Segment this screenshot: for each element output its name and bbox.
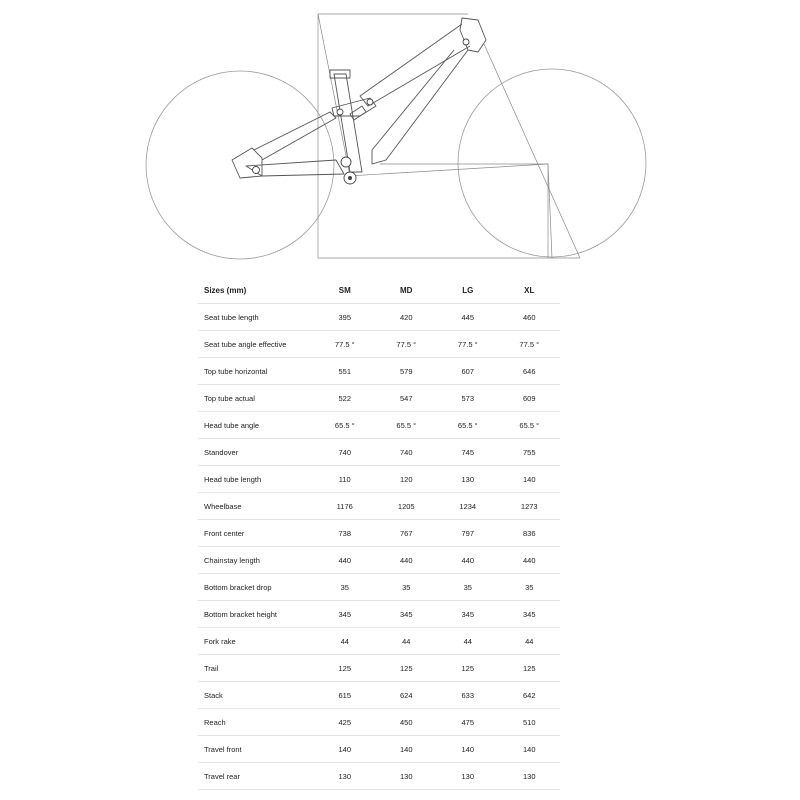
table-row: [198, 520, 560, 547]
row-value: 77.5 °: [437, 331, 499, 358]
row-value: 125: [437, 655, 499, 682]
row-value: 140: [376, 736, 438, 763]
row-value: 125: [314, 655, 376, 682]
row-label: Top tube horizontal: [198, 358, 314, 385]
row-value: 125: [499, 655, 561, 682]
row-value: 420: [376, 304, 438, 331]
row-label: Fork rake: [198, 628, 314, 655]
row-value: 445: [437, 304, 499, 331]
row-label: Reach: [198, 709, 314, 736]
row-value: 345: [314, 601, 376, 628]
row-value: 44: [376, 628, 438, 655]
row-label: Trail: [198, 655, 314, 682]
row-value: 573: [437, 385, 499, 412]
header-size-md: MD: [376, 277, 438, 304]
row-value: 440: [376, 547, 438, 574]
row-value: 140: [437, 736, 499, 763]
row-value: 642: [499, 682, 561, 709]
bottom-bracket: [348, 176, 352, 180]
row-label: Head tube length: [198, 466, 314, 493]
row-value: 44: [437, 628, 499, 655]
table-row: [198, 601, 560, 628]
table-row: [198, 358, 560, 385]
row-label: Travel front: [198, 736, 314, 763]
row-value: 440: [499, 547, 561, 574]
row-value: 579: [376, 358, 438, 385]
table-row: [198, 682, 560, 709]
row-label: Travel rear: [198, 763, 314, 790]
row-value: 767: [376, 520, 438, 547]
row-value: 35: [314, 574, 376, 601]
row-value: 35: [437, 574, 499, 601]
row-value: 551: [314, 358, 376, 385]
row-value: 740: [314, 439, 376, 466]
row-value: 425: [314, 709, 376, 736]
table-row: [198, 466, 560, 493]
row-value: 615: [314, 682, 376, 709]
row-value: 130: [376, 763, 438, 790]
row-value: 633: [437, 682, 499, 709]
row-value: 440: [314, 547, 376, 574]
row-label: Standover: [198, 439, 314, 466]
row-value: 35: [499, 574, 561, 601]
row-value: 755: [499, 439, 561, 466]
table-row: [198, 628, 560, 655]
bike-frame-geometry-diagram: [0, 0, 800, 265]
row-value: 510: [499, 709, 561, 736]
row-value: 77.5 °: [376, 331, 438, 358]
row-value: 450: [376, 709, 438, 736]
header-sizes-label: Sizes (mm): [198, 277, 314, 304]
row-value: 130: [499, 763, 561, 790]
row-value: 624: [376, 682, 438, 709]
row-label: Chainstay length: [198, 547, 314, 574]
rear-wheel: [146, 71, 334, 259]
row-label: Seat tube length: [198, 304, 314, 331]
geometry-table: [198, 277, 560, 790]
row-label: Stack: [198, 682, 314, 709]
row-value: 130: [437, 763, 499, 790]
table-body: [198, 304, 560, 790]
row-value: 1205: [376, 493, 438, 520]
row-value: 797: [437, 520, 499, 547]
table-row: [198, 574, 560, 601]
row-value: 475: [437, 709, 499, 736]
row-value: 65.5 °: [314, 412, 376, 439]
row-value: 140: [499, 466, 561, 493]
row-value: 65.5 °: [376, 412, 438, 439]
row-value: 345: [437, 601, 499, 628]
row-value: 1176: [314, 493, 376, 520]
row-value: 440: [437, 547, 499, 574]
row-value: 345: [376, 601, 438, 628]
row-label: Bottom bracket drop: [198, 574, 314, 601]
table-row: [198, 412, 560, 439]
frame-outline: [232, 18, 486, 178]
row-value: 460: [499, 304, 561, 331]
row-value: 745: [437, 439, 499, 466]
row-value: 395: [314, 304, 376, 331]
front-wheel: [458, 69, 646, 257]
row-value: 646: [499, 358, 561, 385]
table-row: [198, 385, 560, 412]
table-row: [198, 763, 560, 790]
row-value: 547: [376, 385, 438, 412]
row-label: Head tube angle: [198, 412, 314, 439]
row-value: 44: [314, 628, 376, 655]
row-value: 110: [314, 466, 376, 493]
table-row: [198, 736, 560, 763]
row-value: 738: [314, 520, 376, 547]
table-row: [198, 331, 560, 358]
row-value: 130: [314, 763, 376, 790]
table-row: [198, 439, 560, 466]
row-value: 1234: [437, 493, 499, 520]
row-value: 140: [314, 736, 376, 763]
row-value: 140: [499, 736, 561, 763]
row-value: 125: [376, 655, 438, 682]
table-row: [198, 304, 560, 331]
row-value: 65.5 °: [437, 412, 499, 439]
row-value: 609: [499, 385, 561, 412]
table-row: [198, 493, 560, 520]
row-value: 522: [314, 385, 376, 412]
geometry-lines: [318, 14, 580, 258]
row-value: 77.5 °: [314, 331, 376, 358]
row-value: 836: [499, 520, 561, 547]
row-value: 1273: [499, 493, 561, 520]
header-size-sm: SM: [314, 277, 376, 304]
row-label: Wheelbase: [198, 493, 314, 520]
row-value: 345: [499, 601, 561, 628]
row-value: 120: [376, 466, 438, 493]
row-value: 35: [376, 574, 438, 601]
row-value: 607: [437, 358, 499, 385]
row-label: Front center: [198, 520, 314, 547]
header-size-xl: XL: [499, 277, 561, 304]
row-value: 740: [376, 439, 438, 466]
row-value: 77.5 °: [499, 331, 561, 358]
row-value: 130: [437, 466, 499, 493]
table-row: [198, 655, 560, 682]
header-size-lg: LG: [437, 277, 499, 304]
row-value: 44: [499, 628, 561, 655]
row-label: Bottom bracket height: [198, 601, 314, 628]
table-header-row: [198, 277, 560, 304]
row-label: Seat tube angle effective: [198, 331, 314, 358]
table-row: [198, 547, 560, 574]
row-value: 65.5 °: [499, 412, 561, 439]
row-label: Top tube actual: [198, 385, 314, 412]
table-row: [198, 709, 560, 736]
